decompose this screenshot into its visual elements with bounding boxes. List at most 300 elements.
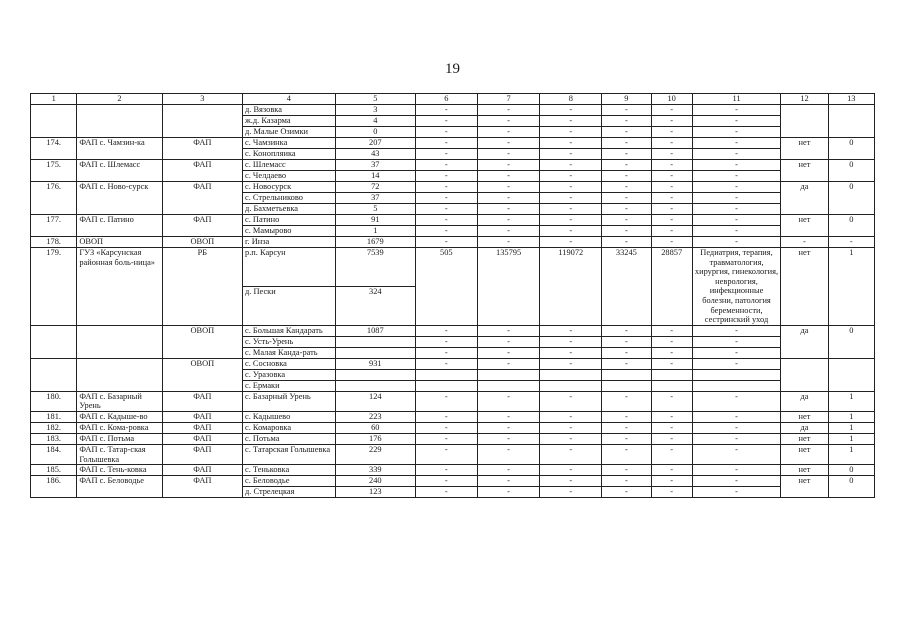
dash-cell — [602, 369, 651, 380]
dash-cell: - — [651, 336, 692, 347]
population: 43 — [335, 149, 415, 160]
dash-cell: - — [540, 105, 602, 116]
ambulance-flag: нет — [781, 465, 828, 476]
population: 223 — [335, 411, 415, 422]
locality: с. Мамырово — [243, 226, 336, 237]
population: 60 — [335, 422, 415, 433]
dash-cell: - — [602, 465, 651, 476]
dash-cell: - — [602, 204, 651, 215]
population: 339 — [335, 465, 415, 476]
dash-cell: - — [540, 336, 602, 347]
dash-cell: - — [602, 171, 651, 182]
ambulance-flag: нет — [781, 138, 828, 160]
dash-cell: - — [415, 237, 477, 248]
ambulance-flag: - — [781, 237, 828, 248]
dash-cell: - — [540, 476, 602, 487]
vehicle-count: 0 — [828, 476, 874, 498]
locality: с. Теньковка — [243, 465, 336, 476]
locality: с. Усть-Урень — [243, 336, 336, 347]
facility-type: ОВОП — [162, 325, 242, 358]
table-row — [31, 391, 875, 411]
dash-cell: - — [602, 182, 651, 193]
dash-cell: - — [415, 116, 477, 127]
vehicle-count: 0 — [828, 182, 874, 215]
vehicle-count: 0 — [828, 465, 874, 476]
population — [335, 380, 415, 391]
row-number — [31, 105, 77, 138]
row-number: 186. — [31, 476, 77, 498]
dash-cell: - — [415, 487, 477, 498]
locality: с. Новосурск — [243, 182, 336, 193]
column-header: 2 — [77, 94, 162, 105]
column-header: 6 — [415, 94, 477, 105]
locality: с. Стрельниково — [243, 193, 336, 204]
ambulance-flag: да — [781, 325, 828, 358]
dash-cell: - — [602, 226, 651, 237]
dash-cell: - — [540, 116, 602, 127]
ambulance-flag: нет — [781, 160, 828, 182]
table-row — [31, 138, 875, 149]
locality: ж.д. Казарма — [243, 116, 336, 127]
dash-cell: - — [602, 215, 651, 226]
locality: д. Вязовка — [243, 105, 336, 116]
dash-cell: - — [415, 347, 477, 358]
facility-type: ФАП — [162, 476, 242, 498]
column-header: 3 — [162, 94, 242, 105]
dash-cell: - — [477, 476, 540, 487]
table-row — [31, 411, 875, 422]
facility-name: ФАП с. Кома-ровка — [77, 422, 162, 433]
dash-cell: - — [415, 336, 477, 347]
locality: с. Малая Канда-рать — [243, 347, 336, 358]
dash-cell: - — [602, 116, 651, 127]
dash-cell: - — [477, 433, 540, 444]
facility-name — [77, 358, 162, 391]
dash-cell: - — [651, 358, 692, 369]
vehicle-count: 0 — [828, 325, 874, 358]
dash-cell: - — [477, 358, 540, 369]
dash-cell: - — [540, 171, 602, 182]
dash-cell: - — [477, 138, 540, 149]
ambulance-flag: нет — [781, 411, 828, 422]
dash-cell: - — [540, 465, 602, 476]
ambulance-flag: да — [781, 182, 828, 215]
locality: с. Конопляика — [243, 149, 336, 160]
locality: с. Беловодье — [243, 476, 336, 487]
dash-cell — [477, 380, 540, 391]
dash-cell: - — [692, 215, 781, 226]
dash-cell: - — [602, 336, 651, 347]
population: 14 — [335, 171, 415, 182]
facility-name: ФАП с. Базарный Урень — [77, 391, 162, 411]
population: 123 — [335, 487, 415, 498]
facility-type: ОВОП — [162, 358, 242, 391]
dash-cell: - — [540, 226, 602, 237]
ambulance-flag — [781, 105, 828, 138]
facilities-table — [30, 93, 875, 498]
row-number: 176. — [31, 182, 77, 215]
dash-cell — [651, 380, 692, 391]
population: 176 — [335, 433, 415, 444]
table-row — [31, 358, 875, 369]
stat-value: 135795 — [477, 248, 540, 326]
facility-type: ФАП — [162, 411, 242, 422]
dash-cell — [415, 369, 477, 380]
table-row — [31, 160, 875, 171]
dash-cell: - — [692, 182, 781, 193]
dash-cell: - — [602, 138, 651, 149]
population: 324 — [335, 286, 415, 325]
facility-type: ФАП — [162, 160, 242, 182]
dash-cell: - — [477, 204, 540, 215]
vehicle-count: 0 — [828, 215, 874, 237]
dash-cell: - — [540, 237, 602, 248]
vehicle-count: 0 — [828, 160, 874, 182]
dash-cell: - — [602, 433, 651, 444]
population: 0 — [335, 127, 415, 138]
locality: с. Базарный Урень — [243, 391, 336, 411]
dash-cell: - — [540, 325, 602, 336]
dash-cell: - — [540, 358, 602, 369]
row-number: 175. — [31, 160, 77, 182]
dash-cell: - — [692, 476, 781, 487]
dash-cell: - — [477, 336, 540, 347]
stat-value: 28857 — [651, 248, 692, 326]
dash-cell — [692, 369, 781, 380]
vehicle-count: 0 — [828, 138, 874, 160]
stat-value: 33245 — [602, 248, 651, 326]
dash-cell: - — [692, 171, 781, 182]
population: 5 — [335, 204, 415, 215]
population: 229 — [335, 444, 415, 464]
dash-cell: - — [540, 127, 602, 138]
dash-cell: - — [692, 160, 781, 171]
facility-name: ФАП с. Шлемасс — [77, 160, 162, 182]
dash-cell: - — [692, 149, 781, 160]
dash-cell: - — [602, 160, 651, 171]
locality: с. Большая Кандарать — [243, 325, 336, 336]
dash-cell: - — [692, 193, 781, 204]
dash-cell: - — [415, 215, 477, 226]
table-row — [31, 182, 875, 193]
dash-cell: - — [651, 193, 692, 204]
dash-cell: - — [692, 204, 781, 215]
dash-cell: - — [415, 444, 477, 464]
dash-cell: - — [477, 391, 540, 411]
dash-cell: - — [477, 325, 540, 336]
locality: с. Ермаки — [243, 380, 336, 391]
locality: с. Татарская Голышевка — [243, 444, 336, 464]
dash-cell: - — [602, 325, 651, 336]
dash-cell: - — [602, 444, 651, 464]
ambulance-flag: да — [781, 391, 828, 411]
dash-cell: - — [651, 347, 692, 358]
dash-cell: - — [692, 138, 781, 149]
locality: д. Малые Озимки — [243, 127, 336, 138]
facility-type: ФАП — [162, 215, 242, 237]
locality: с. Потьма — [243, 433, 336, 444]
dash-cell: - — [692, 237, 781, 248]
stat-value: 505 — [415, 248, 477, 326]
header-row — [31, 94, 875, 105]
dash-cell — [415, 380, 477, 391]
dash-cell: - — [651, 325, 692, 336]
dash-cell: - — [692, 226, 781, 237]
table-row — [31, 248, 875, 287]
column-header: 11 — [692, 94, 781, 105]
dash-cell: - — [692, 444, 781, 464]
locality: с. Патино — [243, 215, 336, 226]
row-number: 181. — [31, 411, 77, 422]
dash-cell: - — [602, 411, 651, 422]
dash-cell: - — [415, 226, 477, 237]
population: 124 — [335, 391, 415, 411]
dash-cell: - — [415, 325, 477, 336]
dash-cell: - — [415, 391, 477, 411]
dash-cell: - — [540, 433, 602, 444]
dash-cell: - — [651, 116, 692, 127]
column-header: 9 — [602, 94, 651, 105]
dash-cell: - — [651, 127, 692, 138]
row-number: 185. — [31, 465, 77, 476]
vehicle-count: - — [828, 237, 874, 248]
table-row — [31, 465, 875, 476]
facility-name: ГУЗ «Карсунская районная боль-ница» — [77, 248, 162, 326]
dash-cell: - — [602, 193, 651, 204]
dash-cell: - — [415, 160, 477, 171]
ambulance-flag: нет — [781, 476, 828, 498]
row-number: 184. — [31, 444, 77, 464]
dash-cell: - — [477, 116, 540, 127]
dash-cell: - — [651, 204, 692, 215]
dash-cell: - — [477, 487, 540, 498]
facility-name — [77, 325, 162, 358]
population — [335, 369, 415, 380]
population: 91 — [335, 215, 415, 226]
dash-cell: - — [602, 105, 651, 116]
facility-name: ФАП с. Кадыше-во — [77, 411, 162, 422]
dash-cell: - — [651, 226, 692, 237]
column-header: 1 — [31, 94, 77, 105]
population: 1087 — [335, 325, 415, 336]
dash-cell: - — [651, 422, 692, 433]
dash-cell: - — [477, 105, 540, 116]
dash-cell: - — [602, 476, 651, 487]
dash-cell: - — [692, 325, 781, 336]
facility-name: ФАП с. Чамзин-ка — [77, 138, 162, 160]
dash-cell: - — [540, 193, 602, 204]
facility-name: ФАП с. Татар-ская Голышевка — [77, 444, 162, 464]
dash-cell: - — [692, 336, 781, 347]
population: 4 — [335, 116, 415, 127]
facility-type: ОВОП — [162, 237, 242, 248]
vehicle-count — [828, 358, 874, 391]
row-number: 180. — [31, 391, 77, 411]
population: 7539 — [335, 248, 415, 287]
dash-cell: - — [415, 358, 477, 369]
row-number: 178. — [31, 237, 77, 248]
table-body — [31, 94, 875, 498]
dash-cell: - — [415, 476, 477, 487]
dash-cell: - — [477, 193, 540, 204]
dash-cell: - — [415, 422, 477, 433]
dash-cell: - — [692, 116, 781, 127]
dash-cell: - — [651, 160, 692, 171]
ambulance-flag: нет — [781, 248, 828, 326]
locality: р.п. Карсун — [243, 248, 336, 287]
locality: г. Инза — [243, 237, 336, 248]
locality: д. Стрелецкая — [243, 487, 336, 498]
locality: с. Комаровка — [243, 422, 336, 433]
dash-cell — [477, 369, 540, 380]
dash-cell: - — [651, 465, 692, 476]
dash-cell: - — [477, 237, 540, 248]
population — [335, 336, 415, 347]
dash-cell: - — [602, 358, 651, 369]
facility-type: ФАП — [162, 444, 242, 464]
dash-cell: - — [477, 215, 540, 226]
row-number: 174. — [31, 138, 77, 160]
dash-cell: - — [415, 411, 477, 422]
dash-cell: - — [602, 487, 651, 498]
dash-cell: - — [477, 444, 540, 464]
dash-cell: - — [540, 138, 602, 149]
dash-cell: - — [415, 193, 477, 204]
locality: д. Пески — [243, 286, 336, 325]
dash-cell — [602, 380, 651, 391]
dash-cell: - — [415, 182, 477, 193]
dash-cell: - — [692, 411, 781, 422]
dash-cell: - — [651, 476, 692, 487]
table-row — [31, 422, 875, 433]
dash-cell: - — [477, 347, 540, 358]
column-header: 13 — [828, 94, 874, 105]
dash-cell: - — [651, 171, 692, 182]
vehicle-count — [828, 105, 874, 138]
facility-name — [77, 105, 162, 138]
table-row — [31, 325, 875, 336]
locality: с. Сосновка — [243, 358, 336, 369]
dash-cell: - — [602, 422, 651, 433]
facility-type: ФАП — [162, 433, 242, 444]
dash-cell: - — [651, 215, 692, 226]
dash-cell: - — [692, 127, 781, 138]
dash-cell: - — [540, 347, 602, 358]
facility-type: ФАП — [162, 422, 242, 433]
row-number: 183. — [31, 433, 77, 444]
dash-cell: - — [415, 204, 477, 215]
population: 1 — [335, 226, 415, 237]
column-header: 5 — [335, 94, 415, 105]
dash-cell: - — [651, 487, 692, 498]
dash-cell: - — [692, 433, 781, 444]
vehicle-count: 1 — [828, 411, 874, 422]
population: 240 — [335, 476, 415, 487]
dash-cell: - — [651, 182, 692, 193]
dash-cell: - — [477, 411, 540, 422]
dash-cell: - — [477, 149, 540, 160]
dash-cell: - — [477, 422, 540, 433]
dash-cell — [540, 380, 602, 391]
vehicle-count: 1 — [828, 422, 874, 433]
vehicle-count: 1 — [828, 444, 874, 464]
dash-cell: - — [602, 347, 651, 358]
dash-cell: - — [540, 204, 602, 215]
population: 3 — [335, 105, 415, 116]
dash-cell: - — [602, 127, 651, 138]
dash-cell: - — [651, 444, 692, 464]
dash-cell: - — [692, 391, 781, 411]
dash-cell: - — [692, 358, 781, 369]
dash-cell: - — [602, 237, 651, 248]
table-row — [31, 105, 875, 116]
dash-cell: - — [415, 149, 477, 160]
dash-cell: - — [540, 444, 602, 464]
row-number: 177. — [31, 215, 77, 237]
stat-value: 119072 — [540, 248, 602, 326]
ambulance-flag: нет — [781, 444, 828, 464]
ambulance-flag: да — [781, 422, 828, 433]
population: 72 — [335, 182, 415, 193]
ambulance-flag — [781, 358, 828, 391]
facility-name: ФАП с. Ново-сурск — [77, 182, 162, 215]
dash-cell: - — [651, 411, 692, 422]
facility-type: ФАП — [162, 138, 242, 160]
facility-name: ОВОП — [77, 237, 162, 248]
dash-cell: - — [651, 433, 692, 444]
row-number: 179. — [31, 248, 77, 326]
dash-cell: - — [540, 422, 602, 433]
dash-cell: - — [540, 149, 602, 160]
locality: д. Бахметьевка — [243, 204, 336, 215]
population: 37 — [335, 193, 415, 204]
facility-type: РБ — [162, 248, 242, 326]
dash-cell: - — [540, 411, 602, 422]
dash-cell: - — [651, 237, 692, 248]
dash-cell: - — [651, 138, 692, 149]
facility-name: ФАП с. Тень-ковка — [77, 465, 162, 476]
dash-cell: - — [415, 105, 477, 116]
locality: с. Чамзинка — [243, 138, 336, 149]
dash-cell: - — [692, 105, 781, 116]
population — [335, 347, 415, 358]
column-header: 10 — [651, 94, 692, 105]
facility-type: ФАП — [162, 182, 242, 215]
dash-cell: - — [477, 127, 540, 138]
facility-name: ФАП с. Беловодье — [77, 476, 162, 498]
dash-cell: - — [692, 347, 781, 358]
dash-cell: - — [477, 226, 540, 237]
dash-cell: - — [692, 422, 781, 433]
dash-cell: - — [651, 105, 692, 116]
dash-cell: - — [540, 160, 602, 171]
table-row — [31, 433, 875, 444]
bed-profile: Педиатрия, терапия, травматология, хирургия, гинекология, неврология, инфекционные болезни, патология беременности, сестринский уход — [692, 248, 781, 326]
locality: с. Шлемасс — [243, 160, 336, 171]
dash-cell: - — [477, 465, 540, 476]
dash-cell: - — [477, 171, 540, 182]
dash-cell: - — [602, 149, 651, 160]
dash-cell: - — [692, 487, 781, 498]
table-row — [31, 215, 875, 226]
facility-name: ФАП с. Потьма — [77, 433, 162, 444]
ambulance-flag: нет — [781, 215, 828, 237]
facility-name: ФАП с. Патино — [77, 215, 162, 237]
dash-cell: - — [540, 215, 602, 226]
row-number: 182. — [31, 422, 77, 433]
facility-type: ФАП — [162, 465, 242, 476]
dash-cell — [651, 369, 692, 380]
